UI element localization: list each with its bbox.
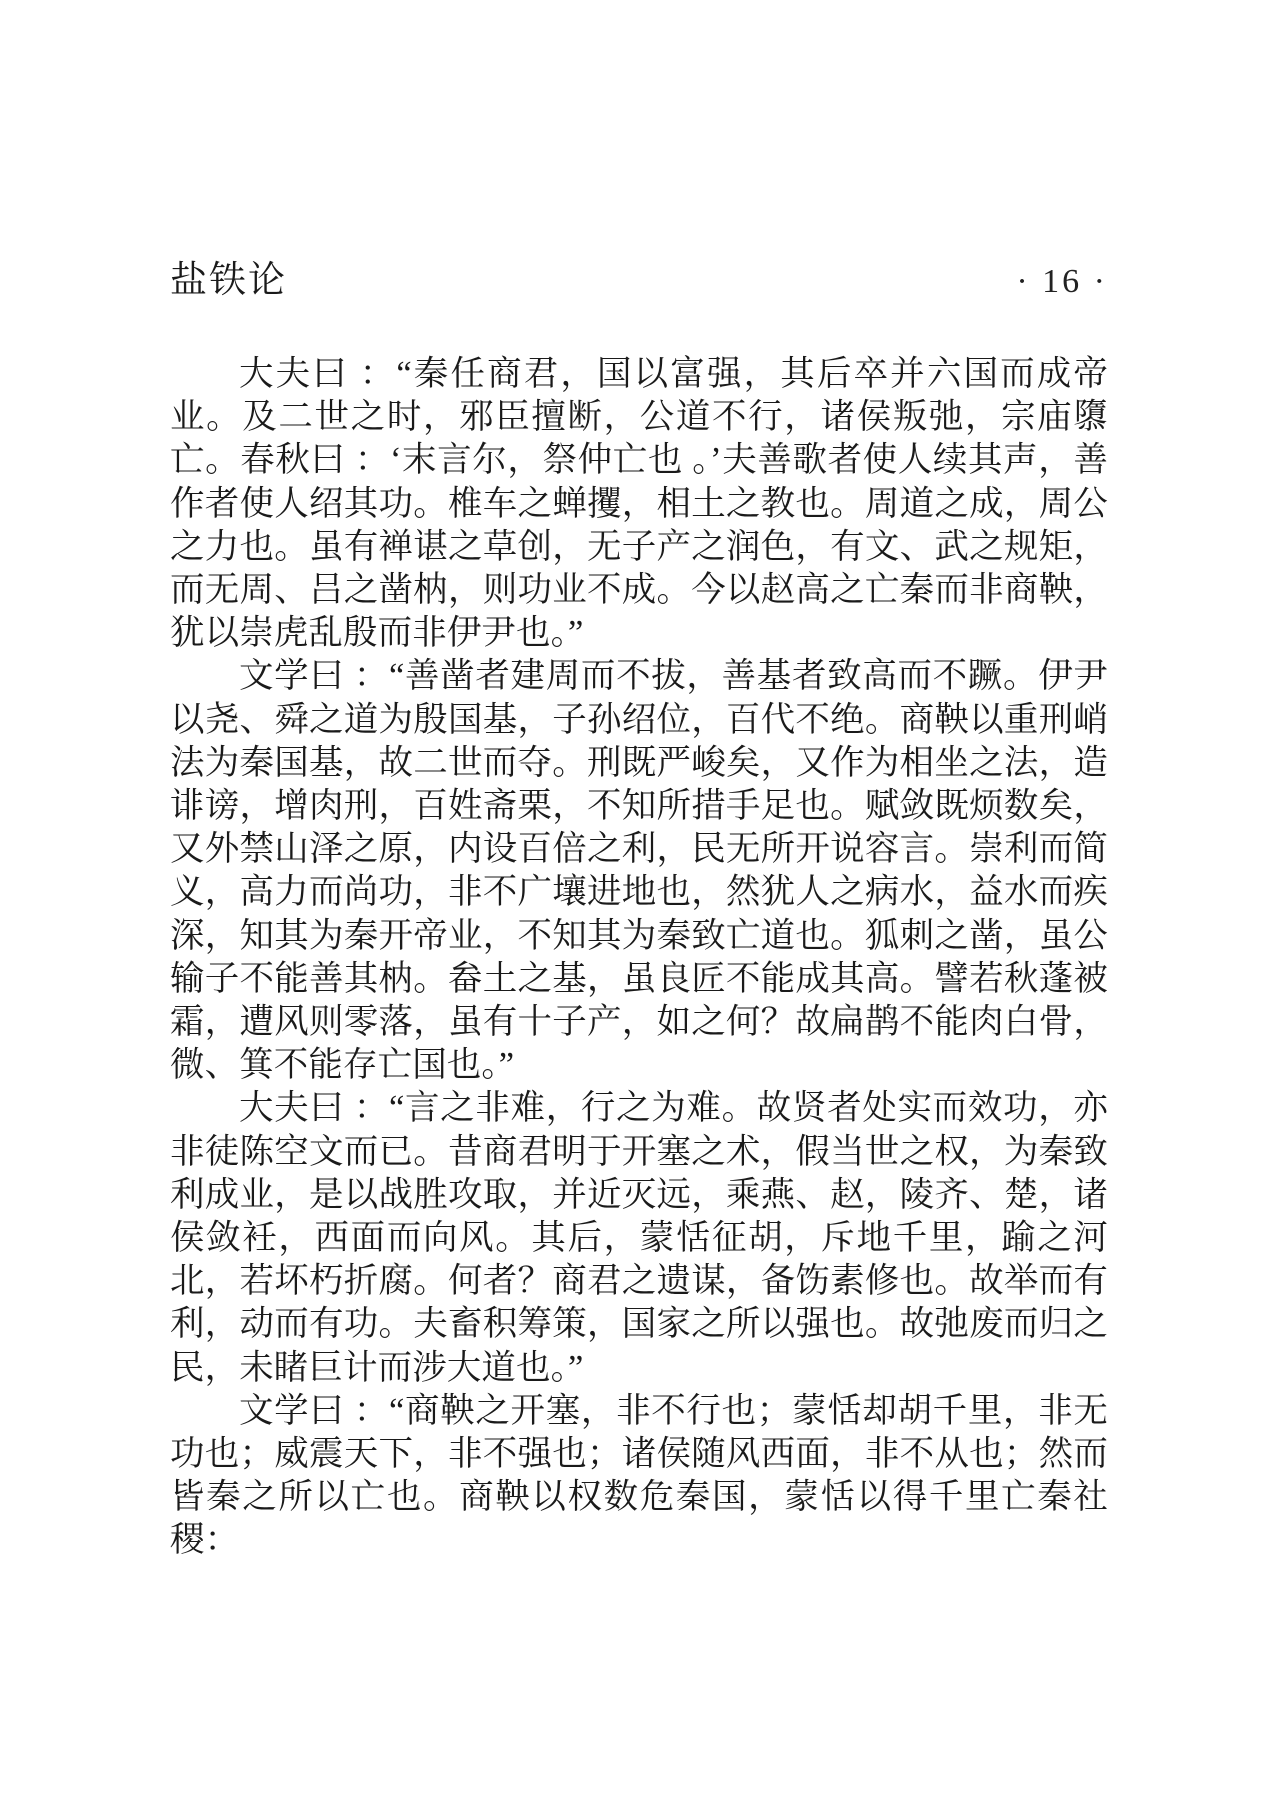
running-header	[170, 262, 1108, 299]
page-number: · 16 ·	[1016, 263, 1108, 300]
paragraph-wenxue-2: 文学曰 ：“商鞅之开塞，非不行也；蒙恬却胡千里，非无功也；威震天下，非不强也；诸侯随风西面，非不从也；然而皆秦之所以亡也。商鞅以权数危秦国，蒙恬以得千里亡秦社稷：	[170, 1391, 1108, 1560]
paragraph-dafu-1: 大夫曰 ：“秦任商君，国以富强，其后卒并六国而成帝业。及二世之时，邪臣擅断，公道不行，诸侯叛弛，宗庙隳亡。春秋曰 ：‘末言尔，祭仲亡也 。’夫善歌者使人续其声，善作者使人绍其功。椎车之蝉攫，相土之教也。周道之成，周公之力也。虽有褝谌之草创，无子产之润色，有文、武之规矩，而无周、吕之凿枘，则功业不成。今以赵高之亡秦而非商鞅，犹以崇虎乱殷而非伊尹也。”	[170, 355, 1108, 653]
paragraph-wenxue-1: 文学曰 ：“善凿者建周而不拔，善基者致高而不蹶。伊尹以尧、舜之道为殷国基，子孙绍位，百代不绝。商鞅以重刑峭法为秦国基，故二世而夺。刑既严峻矣，又作为相坐之法，造诽谤，增肉刑，百姓斋栗，不知所措手足也。赋敛既烦数矣，又外禁山泽之原，内设百倍之利，民无所开说容言。崇利而简义，高力而尚功，非不广壤进地也，然犹人之病水，益水而疾深，知其为秦开帝业，不知其为秦致亡道也。狐刺之凿，虽公输子不能善其枘。畚土之基，虽良匠不能成其高。譬若秋蓬被霜，遭风则零落，虽有十子产，如之何？故扁鹊不能肉白骨，微、箕不能存亡国也。”	[170, 657, 1108, 1085]
book-title: 盐铁论	[170, 260, 287, 301]
document-body	[170, 353, 1108, 1563]
paragraph-dafu-2: 大夫曰 ：“言之非难，行之为难。故贤者处实而效功，亦非徒陈空文而已。昔商君明于开塞之术，假当世之权，为秦致利成业，是以战胜攻取，并近灭远，乘燕、赵，陵齐、楚，诸侯敛衽，西面而向风。其后，蒙恬征胡，斥地千里，踰之河北，若坏朽折腐。何者？商君之遗谋，备饬素修也。故举而有利，动而有功。夫畜积筹策，国家之所以强也。故弛废而归之民，未睹巨计而涉大道也。”	[170, 1089, 1108, 1387]
